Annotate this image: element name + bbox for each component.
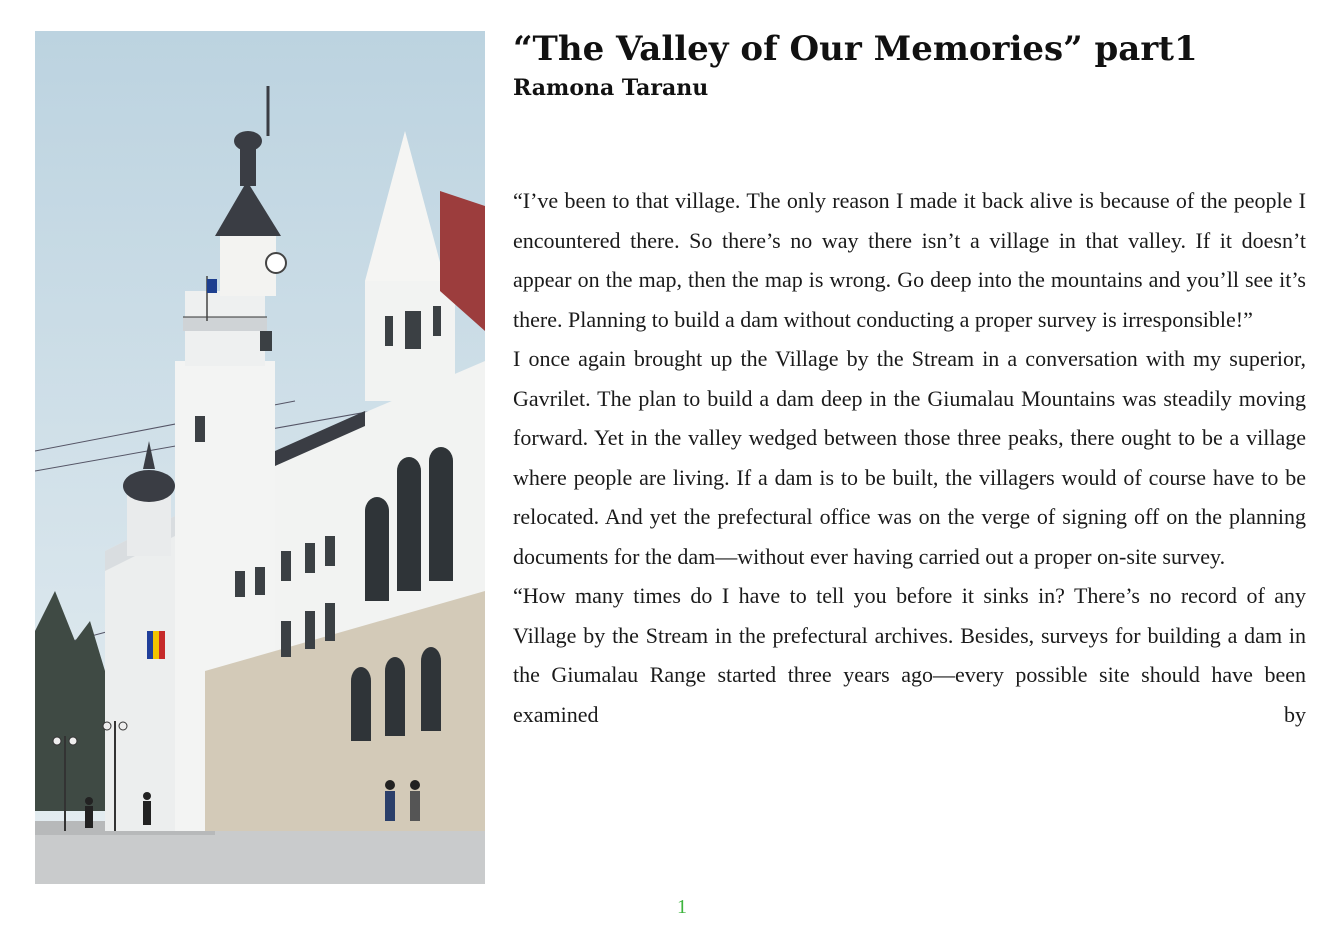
story-title: “The Valley of Our Memories” part1 (513, 29, 1198, 69)
paragraph: “I’ve been to that village. The only reason I made it back alive is because of the people I encountered there. So there’s no way there isn’t a village in that valley. If it doesn’t appear on the map, then the map is wrong. Go deep into the mountains and you’ll see it’s there. Planning to build a dam without conducting a proper survey is irresponsible!” (513, 188, 1306, 332)
page-number: 1 (677, 896, 687, 918)
author-name: Ramona Taranu (513, 75, 709, 101)
town-hall-photo (35, 31, 485, 884)
town-hall-illustration (35, 31, 485, 884)
paragraph: I once again brought up the Village by the Stream in a conversation with my superior, Gavrilet. The plan to build a dam deep in the Giumalau Mountains was steadily moving forward. Yet in the valley wedged between those three peaks, there ought to be a village where people are living. If a dam is to be built, the villagers would of course have to be relocated. And yet the prefectural office was on the verge of signing off on the planning documents for the dam—without ever having carried out a proper on-site survey. (513, 346, 1306, 569)
paragraph: “How many times do I have to tell you before it sinks in? There’s no record of any Village by the Stream in the prefectural archives. Besides, surveys for building a dam in the Giumalau Range started three years ago—every possible site should have been examined by (513, 583, 1306, 727)
story-body (513, 181, 1306, 734)
